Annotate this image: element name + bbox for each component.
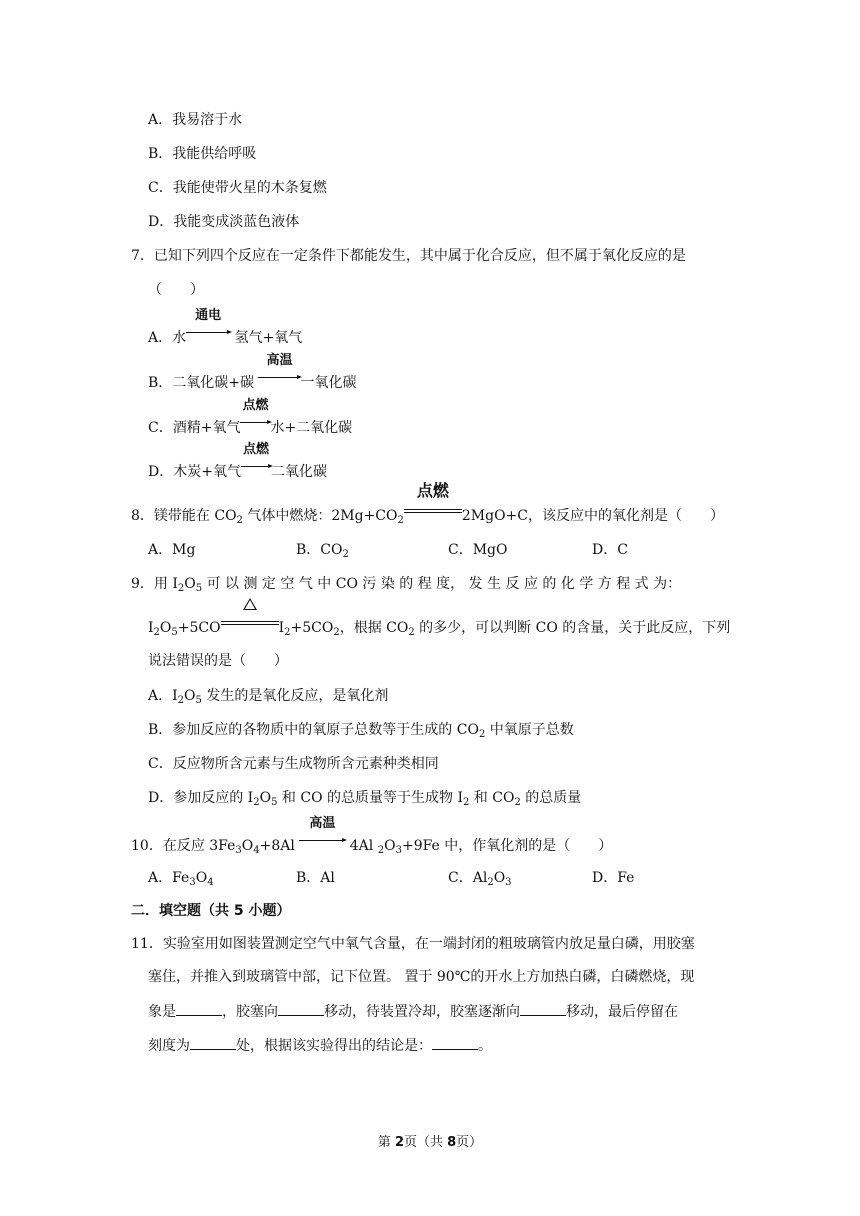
page-footer: 第 2页（共 8页） [377,1135,483,1150]
section-heading: 二．填空题（共 5 小题） [131,903,291,919]
reaction-condition: 高温 [266,353,293,368]
reaction-condition: 通电 [195,308,222,323]
q11-line3: 象是 ，胶塞向 移动，待装置冷却，胶塞逐渐向 移动，最后停留在 [148,1001,678,1022]
page-number: 2 [394,1135,404,1150]
q6-option-d: D．我能变成淡蓝色液体 [148,214,300,230]
q9-option-a: A．$I_2O_5$ 发生的是氧化反应，是氧化剂 [148,688,389,706]
q10-stem: 10．在反应 $3Fe_3O_4+8Al$ 高温 4Al $_2O_3+9Fe$ 中，作氧化剂的是（ ） [131,816,613,856]
q9-option-c: C．反应物所含元素与生成物所含元素种类相同 [148,756,439,772]
q11-line1: 11．实验室用如图装置测定空气中氧气含量，在一端封闭的粗玻璃管内放足量白磷，用胶塞 [131,936,695,952]
answer-blank[interactable] [432,1035,478,1050]
q8-option-b: B．$CO_2$ [296,542,349,560]
q9-option-b: B．参加反应的各物质中的氧原子总数等于生成的 $CO_2$ 中氧原子总数 [148,722,574,740]
q8-option-c: C．MgO [448,542,508,558]
q8-option-d: D．C [592,542,628,558]
reaction-condition: 点燃 [242,442,269,457]
total-pages: 8 [447,1135,457,1150]
q6-option-a: A．我易溶于水 [148,112,243,128]
reaction-condition: 点燃 [242,398,269,413]
q10-option-d: D．Fe [592,870,635,886]
answer-blank[interactable] [176,1001,222,1016]
heat-triangle-icon [243,598,257,610]
answer-blank[interactable] [190,1035,236,1050]
q6-option-c: C．我能使带火星的木条复燃 [148,180,327,196]
q10-option-a: A．$Fe_3O_4$ [148,870,214,888]
q7-option-c: C．酒精+氧气 点燃 水+二氧化碳 [148,398,353,436]
q7-option-b: B．二氧化碳+碳 高温 一氧化碳 [148,353,357,391]
answer-blank[interactable] [520,1001,566,1016]
q7-stem: 7．已知下列四个反应在一定条件下都能发生，其中属于化合反应，但不属于氧化反应的是 [131,248,686,264]
q9-stem-line1: 9．用 $I_2O_5$ 可 以 测 定 空 气 中 CO 污 染 的 程 度， 发 生 反 应 的 化 学 方 程 式 为： [131,576,682,594]
q9-option-d: D．参加反应的 $I_2O_5$ 和 CO 的总质量等于生成物 $I_2$ 和 $CO_2$ 的总质量 [148,790,582,808]
q10-option-c: C．$Al_2O_3$ [448,870,512,888]
q9-equation-line: $I_2O_5+5CO$ $I_2+5CO_2$，根据 $CO_2$ 的多少，可以判断 CO 的含量，关于此反应，下列 [148,612,730,643]
q7-option-a: A．水 通电 氢气+氧气 [148,308,303,346]
reaction-condition: 点燃 [416,481,449,500]
q9-stem-line3: 说法错误的是（ ） [148,653,288,669]
answer-blank[interactable] [278,1001,324,1016]
q8-option-a: A．Mg [148,542,196,558]
reaction-condition: 高温 [309,816,336,831]
q7-option-d: D．木炭+氧气 点燃 二氧化碳 [148,442,327,480]
q7-paren: （ ） [148,282,204,298]
q6-option-b: B．我能供给呼吸 [148,146,257,162]
q8-stem: 8．镁带能在 $CO_2$ 气体中燃烧：$2Mg+CO_2$ 点燃 2MgO+C，该反应中的氧化剂是（ ） [131,481,724,526]
q11-line2: 塞住，并推入到玻璃管中部，记下位置。 置于 90℃的开水上方加热白磷，白磷燃烧，现 [148,969,695,985]
q11-line4: 刻度为 处，根据该实验得出的结论是： 。 [148,1035,492,1056]
q10-option-b: B．Al [296,870,335,886]
